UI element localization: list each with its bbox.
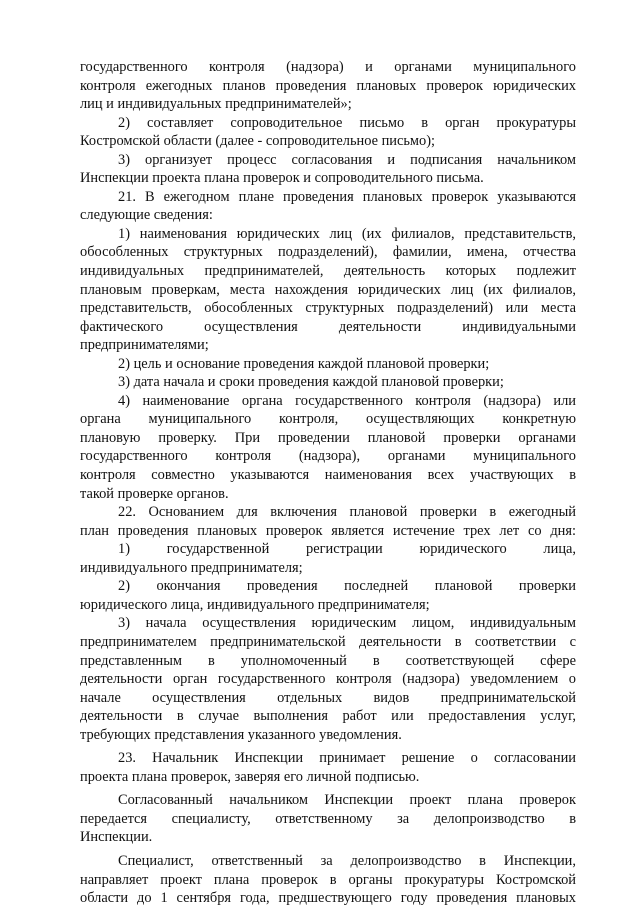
text-line: такой проверке органов. <box>80 485 229 502</box>
text-line: следующие сведения: <box>80 207 213 224</box>
text-line: обособленных структурных подразделений), фамилии, имена, отчества <box>80 244 576 261</box>
text-line: Костромской области (далее - сопроводительное письмо); <box>80 133 436 150</box>
text-line: контроля ежегодных планов проведения плановых проверок юридических <box>80 77 576 94</box>
document-body <box>80 58 576 908</box>
text-line: 3) дата начала и сроки проведения каждой плановой проверки; <box>118 374 504 391</box>
text-line: 3) начала осуществления юридическим лицом, индивидуальным <box>118 615 576 632</box>
text-line: 22. Основанием для включения плановой проверки в ежегодный <box>118 504 576 521</box>
text-line: передается специалисту, ответственному за делопроизводство в <box>80 810 576 827</box>
text-line: начале осуществления отдельных видов предпринимательской <box>80 689 576 706</box>
text-line: государственного контроля (надзора), органами муниципального <box>80 448 576 465</box>
text-line: требующих представления указанного уведомления. <box>80 726 402 743</box>
text-line: контроля совместно указываются наименования всех участвующих в <box>80 467 576 484</box>
text-line: 1) наименования юридических лиц (их филиалов, представительств, <box>118 225 576 242</box>
text-line: деятельности в случае выполнения работ или предоставления услуг, <box>80 708 576 725</box>
text-line: 3) организует процесс согласования и подписания начальником <box>118 151 576 168</box>
text-line: области до 1 сентября года, предшествующего году проведения плановых <box>80 890 576 907</box>
text-line: лиц и индивидуальных предпринимателей»; <box>80 96 352 113</box>
text-line: 2) составляет сопроводительное письмо в орган прокуратуры <box>118 114 576 131</box>
text-line: индивидуального предпринимателя; <box>80 559 303 576</box>
text-line: плановую проверку. При проведении плановой проверки органами <box>80 429 576 446</box>
text-line: индивидуальных предпринимателей, деятельность которых подлежит <box>80 263 576 280</box>
text-line: Специалист, ответственный за делопроизводство в Инспекции, <box>118 852 576 869</box>
text-line: направляет проект плана проверок в органы прокуратуры Костромской <box>80 871 576 888</box>
text-line: Согласованный начальником Инспекции проект плана проверок <box>118 792 576 809</box>
text-line: предпринимателем предпринимательской деятельности в соответствии с <box>80 633 576 650</box>
text-line: государственного контроля (надзора) и органами муниципального <box>80 59 576 75</box>
text-line: Инспекции. <box>80 829 153 846</box>
text-line: представленным в уполномоченный в соответствующей сфере <box>80 652 576 669</box>
text-line: предпринимателями; <box>80 337 209 354</box>
text-line: 2) цель и основание проведения каждой плановой проверки; <box>118 355 490 372</box>
text-line: 2) окончания проведения последней плановой проверки <box>118 578 576 595</box>
text-line: плановым проверкам, места нахождения юридических лиц (их филиалов, <box>80 281 576 298</box>
text-line: органа муниципального контроля, осуществляющих конкретную <box>80 411 576 428</box>
text-line: 21. В ежегодном плане проведения плановых проверок указываются <box>118 188 576 205</box>
text-line: 23. Начальник Инспекции принимает решение о согласовании <box>118 750 576 767</box>
text-line: план проведения плановых проверок является истечение трех лет со дня: <box>80 522 576 539</box>
text-line: 4) наименование органа государственного контроля (надзора) или <box>118 392 576 409</box>
text-line: деятельности орган государственного контроля (надзора) уведомлением о <box>80 671 576 688</box>
text-line: Инспекции проекта плана проверок и сопроводительного письма. <box>80 170 484 187</box>
text-line: фактического осуществления деятельности индивидуальными <box>80 318 576 335</box>
text-line: юридического лица, индивидуального предпринимателя; <box>80 596 430 613</box>
text-line: проекта плана проверок, заверяя его личной подписью. <box>80 768 420 785</box>
text-line: 1) государственной регистрации юридического лица, <box>118 541 576 558</box>
text-line: представительств, обособленных структурных подразделений) или места <box>80 300 576 317</box>
